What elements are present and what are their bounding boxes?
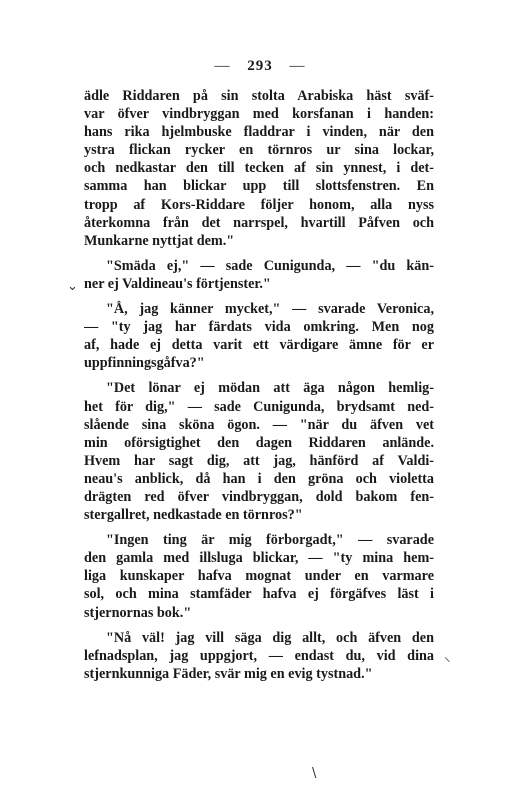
text-line: sol, och mina stamfäder hafva ej förgäfves läst i (84, 586, 434, 603)
text-line: Munkarne nyttjat dem." (84, 232, 235, 249)
text-line: — "ty jag har färdats vida omkring. Men nog (84, 319, 434, 336)
text-line: stjernornas bok." (84, 604, 192, 621)
text-line: "Nå väl! jag vill säga dig allt, och äfven den (106, 629, 434, 646)
text-line: liga kunskaper hafva mognat under en varmare (84, 568, 434, 585)
margin-mark-right: ⸜ (444, 650, 451, 665)
header-dash-left: — (214, 58, 231, 74)
text-line: stjernkunniga Fäder, svär mig en evig tystnad." (84, 665, 373, 682)
text-line: samma han blickar upp till slottsfenstren. En (84, 178, 434, 195)
text-line: ner ej Valdineau's förtjenster." (84, 275, 271, 292)
text-line: neau's anblick, då han i den gröna och violetta (84, 470, 434, 487)
text-line: ädle Riddaren på sin stolta Arabiska häst sväf- (84, 88, 434, 104)
page-header (0, 58, 520, 75)
text-line: "Å, jag känner mycket," — svarade Veronica, (106, 301, 434, 318)
text-line: drägten red öfver vindbryggan, dold bakom fen- (84, 488, 434, 505)
paragraph (84, 629, 434, 683)
paragraph (84, 379, 434, 524)
text-line: hans rika hjelmbuske fladdrar i vinden, när den (84, 124, 434, 141)
text-line: af, hade ej detta varit ett värdigare ämne för er (84, 337, 434, 354)
text-line: slående sina sköna ögon. — "när du äfven vet (84, 416, 434, 433)
paragraph (84, 257, 434, 293)
text-line: lefnadsplan, jag uppgjort, — endast du, vid dina (84, 647, 434, 664)
text-line: stergallret, nedkastade en törnros?" (84, 507, 303, 524)
body-text (84, 87, 434, 683)
text-line: "Ingen ting är mig förborgadt," — svarade (106, 532, 434, 549)
margin-mark-bottom: \ (312, 766, 317, 781)
text-line: "Smäda ej," — sade Cunigunda, — "du kän- (106, 257, 434, 274)
text-line: var öfver vindbryggan med korsfanan i handen: (84, 106, 434, 123)
text-line: återkomna från det narrspel, hvartill Påfven och (84, 214, 434, 231)
text-line: het för dig," — sade Cunigunda, brydsamt ned- (84, 398, 434, 415)
margin-mark-left: ⌄ (67, 279, 78, 294)
text-line: den gamla med illsluga blickar, — "ty mina hem- (84, 550, 434, 567)
paragraph (84, 531, 434, 621)
paragraph (84, 87, 434, 250)
page-number: 293 (247, 58, 273, 74)
text-line: "Det lönar ej mödan att äga någon hemlig- (106, 380, 434, 397)
text-line: tropp af Kors-Riddare följer honom, alla nyss (84, 196, 434, 213)
text-line: och nedkastar den till tecken af sin ynnest, i det- (84, 160, 434, 177)
paragraph (84, 300, 434, 372)
text-line: min oförsigtighet den dagen Riddaren anlände. (84, 434, 434, 451)
text-line: uppfinningsgåfva?" (84, 355, 205, 372)
text-line: ystra flickan rycker en törnros ur sina lockar, (84, 142, 434, 159)
text-line: Hvem har sagt dig, att jag, hänförd af Valdi- (84, 452, 434, 469)
header-dash-right: — (289, 58, 306, 74)
